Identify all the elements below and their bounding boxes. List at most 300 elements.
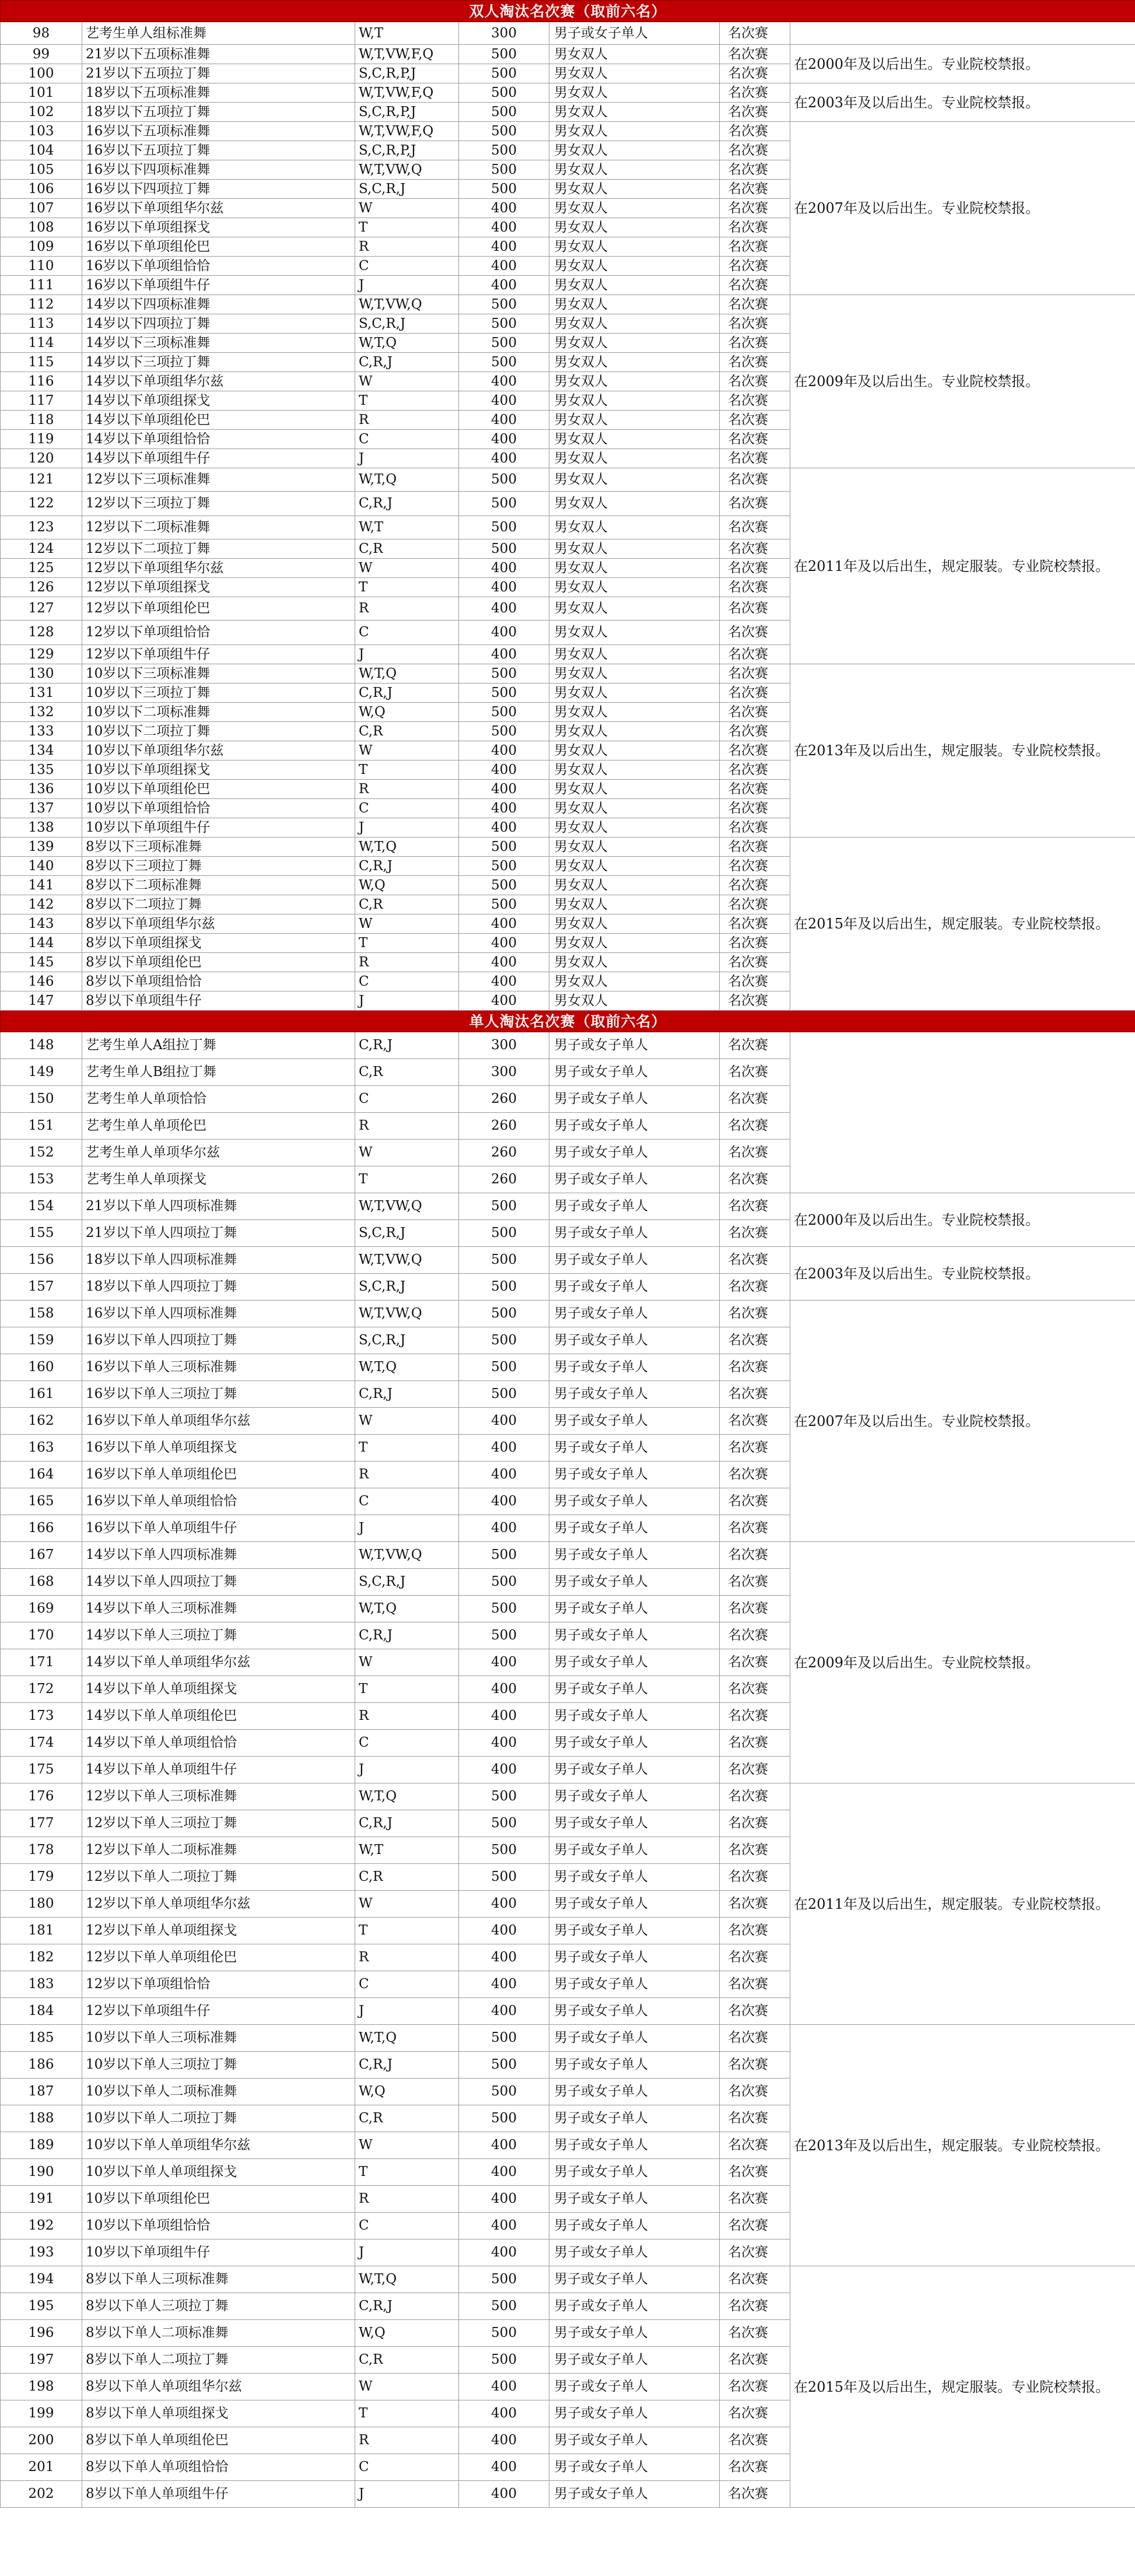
dances: C: [355, 621, 459, 645]
table-row: [1, 295, 1135, 314]
competition-type: 名次赛: [720, 645, 790, 664]
dances: R: [355, 411, 459, 430]
entry-fee: 500: [459, 64, 549, 83]
group-type: 男子或女子单人: [549, 2374, 720, 2400]
dances: W: [355, 372, 459, 391]
group-type: 男子或女子单人: [549, 2105, 720, 2132]
dances: C,R,J: [355, 492, 459, 516]
group-type: 男女双人: [549, 516, 720, 539]
event-number: 185: [1, 2025, 82, 2052]
entry-fee: 500: [459, 1569, 549, 1596]
section-header-row: [1, 1011, 1135, 1032]
group-type: 男女双人: [549, 449, 720, 468]
event-name: 10岁以下单人三项拉丁舞: [82, 2052, 355, 2079]
group-type: 男女双人: [549, 780, 720, 799]
competition-type: 名次赛: [720, 1998, 790, 2025]
entry-fee: 500: [459, 539, 549, 559]
dances: R: [355, 597, 459, 621]
group-type: 男女双人: [549, 199, 720, 218]
group-type: 男子或女子单人: [549, 1327, 720, 1354]
event-number: 148: [1, 1032, 82, 1059]
competition-type: 名次赛: [720, 295, 790, 314]
event-name: 14岁以下单人单项组华尔兹: [82, 1649, 355, 1676]
eligibility-note: [790, 1032, 1135, 1193]
dances: J: [355, 1515, 459, 1542]
event-name: 12岁以下单人单项组华尔兹: [82, 1891, 355, 1918]
event-number: 105: [1, 160, 82, 180]
table-row: [1, 45, 1135, 64]
table-row: [1, 468, 1135, 492]
dances: W,T,Q: [355, 2266, 459, 2293]
competition-type: 名次赛: [720, 1918, 790, 1944]
entry-fee: 400: [459, 597, 549, 621]
event-number: 133: [1, 722, 82, 741]
group-type: 男子或女子单人: [549, 22, 720, 45]
event-name: 14岁以下三项拉丁舞: [82, 353, 355, 372]
dances: T: [355, 1676, 459, 1703]
competition-type: 名次赛: [720, 703, 790, 722]
event-name: 8岁以下单人单项组伦巴: [82, 2427, 355, 2454]
event-name: 艺考生单人A组拉丁舞: [82, 1032, 355, 1059]
dances: C,R: [355, 895, 459, 914]
table-row: [1, 22, 1135, 45]
table-row: [1, 122, 1135, 141]
entry-fee: 400: [459, 257, 549, 276]
dances: S,C,R,J: [355, 1327, 459, 1354]
dances: R: [355, 237, 459, 257]
event-number: 183: [1, 1971, 82, 1998]
dances: J: [355, 2481, 459, 2508]
competition-type: 名次赛: [720, 1596, 790, 1622]
dances: R: [355, 1703, 459, 1730]
event-number: 101: [1, 83, 82, 103]
group-type: 男女双人: [549, 237, 720, 257]
group-type: 男子或女子单人: [549, 1515, 720, 1542]
event-number: 154: [1, 1193, 82, 1220]
group-type: 男女双人: [549, 895, 720, 914]
dances: T: [355, 1918, 459, 1944]
group-type: 男子或女子单人: [549, 2025, 720, 2052]
entry-fee: 400: [459, 2400, 549, 2427]
entry-fee: 500: [459, 122, 549, 141]
entry-fee: 400: [459, 780, 549, 799]
event-number: 184: [1, 1998, 82, 2025]
event-name: 10岁以下单项组华尔兹: [82, 741, 355, 760]
dances: W,T,VW,Q: [355, 1193, 459, 1220]
entry-fee: 400: [459, 799, 549, 818]
group-type: 男女双人: [549, 45, 720, 64]
competition-type: 名次赛: [720, 837, 790, 857]
group-type: 男女双人: [549, 276, 720, 295]
entry-fee: 400: [459, 1435, 549, 1462]
event-number: 104: [1, 141, 82, 160]
event-number: 159: [1, 1327, 82, 1354]
event-number: 136: [1, 780, 82, 799]
event-number: 112: [1, 295, 82, 314]
group-type: 男女双人: [549, 83, 720, 103]
event-name: 14岁以下单人单项组探戈: [82, 1676, 355, 1703]
event-name: 12岁以下单项组恰恰: [82, 621, 355, 645]
eligibility-note: 在2000年及以后出生。专业院校禁报。: [790, 1193, 1135, 1247]
event-number: 168: [1, 1569, 82, 1596]
event-name: 8岁以下单项组恰恰: [82, 972, 355, 991]
group-type: 男子或女子单人: [549, 2079, 720, 2105]
event-name: 10岁以下单项组伦巴: [82, 2186, 355, 2213]
group-type: 男女双人: [549, 141, 720, 160]
competition-type: 名次赛: [720, 1301, 790, 1327]
entry-fee: 500: [459, 1220, 549, 1247]
event-name: 16岁以下单人三项标准舞: [82, 1354, 355, 1381]
group-type: 男女双人: [549, 664, 720, 684]
competition-type: 名次赛: [720, 741, 790, 760]
competition-type: 名次赛: [720, 991, 790, 1011]
entry-fee: 400: [459, 934, 549, 953]
entry-fee: 400: [459, 914, 549, 934]
group-type: 男子或女子单人: [549, 2481, 720, 2508]
group-type: 男女双人: [549, 218, 720, 237]
dances: J: [355, 276, 459, 295]
competition-type: 名次赛: [720, 684, 790, 703]
event-name: 12岁以下三项标准舞: [82, 468, 355, 492]
group-type: 男子或女子单人: [549, 2427, 720, 2454]
group-type: 男子或女子单人: [549, 1918, 720, 1944]
event-name: 21岁以下单人四项拉丁舞: [82, 1220, 355, 1247]
event-number: 120: [1, 449, 82, 468]
event-name: 18岁以下单人四项标准舞: [82, 1247, 355, 1274]
competition-type: 名次赛: [720, 372, 790, 391]
event-name: 艺考生单人单项伦巴: [82, 1113, 355, 1140]
section-header-row: [1, 1, 1135, 22]
competition-type: 名次赛: [720, 1032, 790, 1059]
event-number: 196: [1, 2320, 82, 2347]
group-type: 男女双人: [549, 411, 720, 430]
group-type: 男女双人: [549, 934, 720, 953]
competition-type: 名次赛: [720, 1542, 790, 1569]
entry-fee: 500: [459, 1837, 549, 1864]
competition-type: 名次赛: [720, 1086, 790, 1113]
entry-fee: 500: [459, 876, 549, 895]
event-number: 200: [1, 2427, 82, 2454]
group-type: 男子或女子单人: [549, 2239, 720, 2266]
group-type: 男子或女子单人: [549, 2186, 720, 2213]
event-number: 166: [1, 1515, 82, 1542]
competition-type: 名次赛: [720, 621, 790, 645]
dances: C,R,J: [355, 2052, 459, 2079]
group-type: 男子或女子单人: [549, 1166, 720, 1193]
group-type: 男子或女子单人: [549, 1086, 720, 1113]
dances: W: [355, 2132, 459, 2159]
event-number: 114: [1, 334, 82, 353]
dances: S,C,R,P,J: [355, 103, 459, 122]
group-type: 男子或女子单人: [549, 2052, 720, 2079]
entry-fee: 500: [459, 295, 549, 314]
event-name: 10岁以下二项拉丁舞: [82, 722, 355, 741]
competition-type: 名次赛: [720, 2347, 790, 2374]
event-number: 162: [1, 1408, 82, 1435]
event-name: 12岁以下单项组华尔兹: [82, 559, 355, 578]
competition-type: 名次赛: [720, 2079, 790, 2105]
dances: C,R,J: [355, 2293, 459, 2320]
event-number: 164: [1, 1462, 82, 1488]
event-name: 21岁以下单人四项标准舞: [82, 1193, 355, 1220]
entry-fee: 400: [459, 276, 549, 295]
group-type: 男子或女子单人: [549, 2454, 720, 2481]
event-number: 161: [1, 1381, 82, 1408]
event-name: 12岁以下单人三项标准舞: [82, 1783, 355, 1810]
event-number: 155: [1, 1220, 82, 1247]
competition-type: 名次赛: [720, 1622, 790, 1649]
competition-type: 名次赛: [720, 799, 790, 818]
event-name: 10岁以下单项组伦巴: [82, 780, 355, 799]
entry-fee: 500: [459, 468, 549, 492]
event-number: 141: [1, 876, 82, 895]
entry-fee: 400: [459, 818, 549, 837]
event-number: 117: [1, 391, 82, 411]
event-number: 127: [1, 597, 82, 621]
group-type: 男子或女子单人: [549, 1596, 720, 1622]
entry-fee: 400: [459, 1703, 549, 1730]
event-name: 14岁以下单人三项标准舞: [82, 1596, 355, 1622]
group-type: 男子或女子单人: [549, 2159, 720, 2186]
event-name: 14岁以下四项标准舞: [82, 295, 355, 314]
group-type: 男子或女子单人: [549, 1864, 720, 1891]
event-name: 16岁以下单人四项标准舞: [82, 1301, 355, 1327]
competition-type: 名次赛: [720, 353, 790, 372]
eligibility-note: 在2015年及以后出生，规定服装。专业院校禁报。: [790, 2266, 1135, 2508]
competition-type: 名次赛: [720, 972, 790, 991]
event-name: 10岁以下单项组探戈: [82, 760, 355, 780]
entry-fee: 400: [459, 237, 549, 257]
dances: T: [355, 218, 459, 237]
event-number: 131: [1, 684, 82, 703]
event-name: 16岁以下单人单项组华尔兹: [82, 1408, 355, 1435]
event-number: 103: [1, 122, 82, 141]
group-type: 男女双人: [549, 372, 720, 391]
event-name: 艺考生单人单项恰恰: [82, 1086, 355, 1113]
dances: J: [355, 2239, 459, 2266]
table-row: [1, 664, 1135, 684]
event-name: 14岁以下单项组牛仔: [82, 449, 355, 468]
competition-type: 名次赛: [720, 1676, 790, 1703]
competition-type: 名次赛: [720, 1166, 790, 1193]
event-name: 12岁以下单项组牛仔: [82, 645, 355, 664]
competition-type: 名次赛: [720, 141, 790, 160]
dances: W,T,VW,Q: [355, 1542, 459, 1569]
entry-fee: 400: [459, 645, 549, 664]
event-number: 109: [1, 237, 82, 257]
event-name: 14岁以下四项拉丁舞: [82, 314, 355, 334]
event-number: 202: [1, 2481, 82, 2508]
competition-type: 名次赛: [720, 122, 790, 141]
dances: W,T,VW,Q: [355, 1247, 459, 1274]
dances: R: [355, 2427, 459, 2454]
event-name: 艺考生单人单项探戈: [82, 1166, 355, 1193]
dances: S,C,R,J: [355, 1220, 459, 1247]
group-type: 男子或女子单人: [549, 2213, 720, 2239]
entry-fee: 400: [459, 2481, 549, 2508]
competition-type: 名次赛: [720, 1381, 790, 1408]
entry-fee: 500: [459, 45, 549, 64]
entry-fee: 400: [459, 2159, 549, 2186]
event-name: 12岁以下单项组探戈: [82, 578, 355, 597]
group-type: 男女双人: [549, 103, 720, 122]
competition-type: 名次赛: [720, 1140, 790, 1166]
event-name: 8岁以下单项组牛仔: [82, 991, 355, 1011]
group-type: 男女双人: [549, 857, 720, 876]
group-type: 男子或女子单人: [549, 1220, 720, 1247]
dances: W,T,Q: [355, 1354, 459, 1381]
event-number: 170: [1, 1622, 82, 1649]
event-name: 艺考生单人单项华尔兹: [82, 1140, 355, 1166]
event-name: 16岁以下单项组恰恰: [82, 257, 355, 276]
event-number: 149: [1, 1059, 82, 1086]
competition-type: 名次赛: [720, 237, 790, 257]
event-name: 8岁以下单人单项组恰恰: [82, 2454, 355, 2481]
dances: W,T,Q: [355, 837, 459, 857]
event-number: 151: [1, 1113, 82, 1140]
entry-fee: 500: [459, 2347, 549, 2374]
entry-fee: 300: [459, 1059, 549, 1086]
table-row: [1, 83, 1135, 103]
table-row: [1, 1301, 1135, 1327]
group-type: 男子或女子单人: [549, 1730, 720, 1757]
competition-type: 名次赛: [720, 1274, 790, 1301]
dances: W,T,Q: [355, 1783, 459, 1810]
event-number: 102: [1, 103, 82, 122]
event-name: 18岁以下五项拉丁舞: [82, 103, 355, 122]
dances: C: [355, 799, 459, 818]
dances: T: [355, 760, 459, 780]
group-type: 男子或女子单人: [549, 1783, 720, 1810]
group-type: 男女双人: [549, 645, 720, 664]
competition-type: 名次赛: [720, 430, 790, 449]
entry-fee: 500: [459, 1596, 549, 1622]
event-number: 138: [1, 818, 82, 837]
entry-fee: 500: [459, 1783, 549, 1810]
event-number: 111: [1, 276, 82, 295]
eligibility-note: 在2007年及以后出生。专业院校禁报。: [790, 122, 1135, 295]
competition-type: 名次赛: [720, 218, 790, 237]
event-number: 135: [1, 760, 82, 780]
event-name: 16岁以下单人单项组探戈: [82, 1435, 355, 1462]
group-type: 男女双人: [549, 578, 720, 597]
group-type: 男女双人: [549, 391, 720, 411]
entry-fee: 500: [459, 2266, 549, 2293]
dances: J: [355, 818, 459, 837]
entry-fee: 500: [459, 1354, 549, 1381]
entry-fee: 500: [459, 1327, 549, 1354]
event-name: 16岁以下单项组华尔兹: [82, 199, 355, 218]
group-type: 男女双人: [549, 799, 720, 818]
competition-type: 名次赛: [720, 559, 790, 578]
table-row: [1, 1032, 1135, 1059]
group-type: 男女双人: [549, 122, 720, 141]
dances: W: [355, 914, 459, 934]
dances: W,T,Q: [355, 2025, 459, 2052]
dances: C,R: [355, 2105, 459, 2132]
event-name: 18岁以下五项标准舞: [82, 83, 355, 103]
dances: W: [355, 2374, 459, 2400]
dances: W,T,VW,Q: [355, 1301, 459, 1327]
entry-fee: 400: [459, 1649, 549, 1676]
competition-type: 名次赛: [720, 876, 790, 895]
dances: C,R: [355, 722, 459, 741]
table-row: [1, 1193, 1135, 1220]
competition-type: 名次赛: [720, 1515, 790, 1542]
event-number: 160: [1, 1354, 82, 1381]
competition-type: 名次赛: [720, 180, 790, 199]
dances: C: [355, 430, 459, 449]
entry-fee: 400: [459, 2239, 549, 2266]
event-number: 163: [1, 1435, 82, 1462]
competition-type: 名次赛: [720, 1971, 790, 1998]
entry-fee: 260: [459, 1113, 549, 1140]
event-name: 8岁以下二项拉丁舞: [82, 895, 355, 914]
entry-fee: 500: [459, 2320, 549, 2347]
entry-fee: 260: [459, 1086, 549, 1113]
entry-fee: 300: [459, 22, 549, 45]
dances: W: [355, 1891, 459, 1918]
group-type: 男子或女子单人: [549, 2320, 720, 2347]
competition-type: 名次赛: [720, 953, 790, 972]
dances: C,R: [355, 2347, 459, 2374]
dances: J: [355, 1998, 459, 2025]
competition-type: 名次赛: [720, 2186, 790, 2213]
event-number: 169: [1, 1596, 82, 1622]
dances: C: [355, 257, 459, 276]
dances: J: [355, 449, 459, 468]
competition-type: 名次赛: [720, 1703, 790, 1730]
event-number: 195: [1, 2293, 82, 2320]
event-number: 186: [1, 2052, 82, 2079]
group-type: 男子或女子单人: [549, 1488, 720, 1515]
group-type: 男女双人: [549, 703, 720, 722]
dances: T: [355, 578, 459, 597]
eligibility-note: 在2011年及以后出生，规定服装。专业院校禁报。: [790, 468, 1135, 664]
dances: W,T: [355, 516, 459, 539]
group-type: 男子或女子单人: [549, 1810, 720, 1837]
entry-fee: 500: [459, 516, 549, 539]
event-number: 107: [1, 199, 82, 218]
dances: W,T,VW,F,Q: [355, 83, 459, 103]
event-name: 10岁以下单人单项组华尔兹: [82, 2132, 355, 2159]
event-number: 119: [1, 430, 82, 449]
competition-type: 名次赛: [720, 2239, 790, 2266]
event-number: 174: [1, 1730, 82, 1757]
competition-type: 名次赛: [720, 1891, 790, 1918]
event-number: 115: [1, 353, 82, 372]
dances: S,C,R,J: [355, 314, 459, 334]
competition-type: 名次赛: [720, 1327, 790, 1354]
group-type: 男女双人: [549, 559, 720, 578]
event-name: 10岁以下单人二项拉丁舞: [82, 2105, 355, 2132]
event-name: 14岁以下单人单项组伦巴: [82, 1703, 355, 1730]
event-number: 198: [1, 2374, 82, 2400]
event-name: 16岁以下五项标准舞: [82, 122, 355, 141]
dances: W,T,VW,Q: [355, 160, 459, 180]
dances: J: [355, 991, 459, 1011]
dances: S,C,R,P,J: [355, 64, 459, 83]
dances: C,R: [355, 1059, 459, 1086]
competition-type: 名次赛: [720, 1220, 790, 1247]
dances: C,R,J: [355, 857, 459, 876]
group-type: 男子或女子单人: [549, 1193, 720, 1220]
event-name: 8岁以下单人二项拉丁舞: [82, 2347, 355, 2374]
event-number: 128: [1, 621, 82, 645]
dances: W: [355, 199, 459, 218]
competition-type: 名次赛: [720, 492, 790, 516]
event-number: 126: [1, 578, 82, 597]
